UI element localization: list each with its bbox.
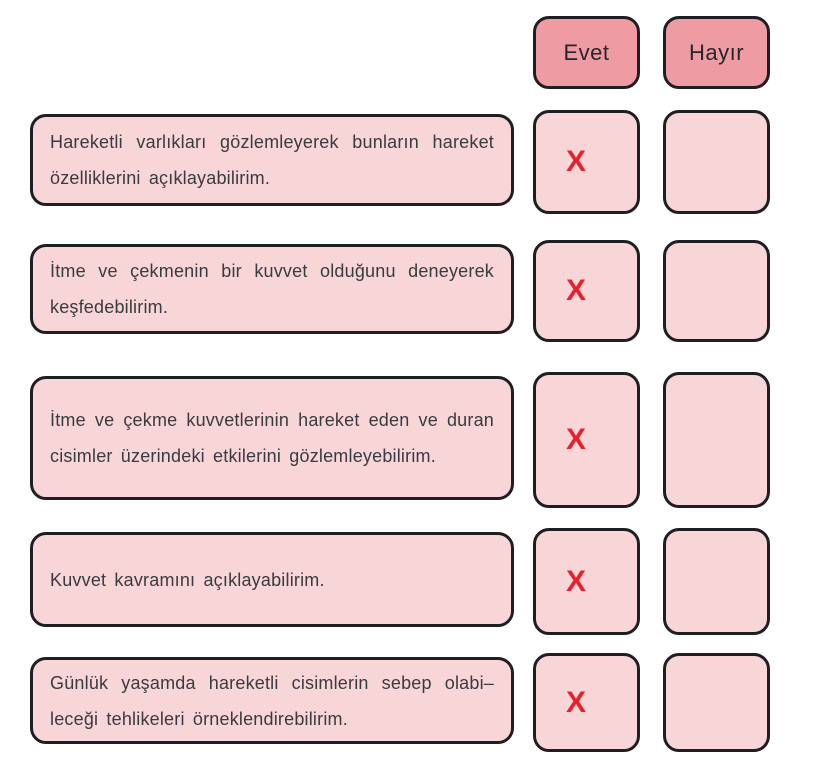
statement-text-line2: özelliklerini açıklayabilirim.: [50, 168, 271, 188]
statement-card: [30, 376, 514, 500]
statement-text-line2: leceği tehlikeleri örneklendirebilirim.: [50, 708, 348, 729]
statement-text-line1: Günlük yaşamda hareketli cisimlerin sebep olabi–: [50, 672, 494, 693]
evet-answer-box[interactable]: [533, 528, 640, 635]
statement-text-line1: Hareketli varlıkları gözlemleyerek bunların hareket: [50, 132, 494, 152]
hayir-answer-box[interactable]: [663, 653, 770, 752]
statement-card: [30, 532, 514, 627]
statement-text-line1: Kuvvet kavramını açıklayabilirim.: [50, 569, 325, 590]
evet-column-header: [533, 16, 640, 89]
hayir-answer-box[interactable]: [663, 110, 770, 214]
statement-card: [30, 114, 514, 206]
evet-answer-box[interactable]: [533, 653, 640, 752]
x-mark: X: [566, 145, 587, 178]
assessment-row: [0, 110, 824, 214]
x-mark: X: [566, 423, 587, 456]
evet-answer-box[interactable]: [533, 110, 640, 214]
hayir-answer-box[interactable]: [663, 372, 770, 508]
evet-header-label: Evet: [563, 39, 610, 65]
x-mark: X: [566, 564, 587, 598]
statement-text-line1: İtme ve çekme kuvvetlerinin hareket eden ve duran: [50, 410, 494, 430]
assessment-row: [0, 372, 824, 508]
x-mark: X: [566, 685, 587, 719]
hayir-answer-box[interactable]: [663, 528, 770, 635]
evet-answer-box[interactable]: [533, 372, 640, 508]
statement-text-line1: İtme ve çekmenin bir kuvvet olduğunu deneyerek: [50, 261, 494, 281]
assessment-row: [0, 528, 824, 635]
statement-text-line2: cisimler üzerindeki etkilerini gözlemleyebilirim.: [50, 446, 436, 466]
hayir-answer-box[interactable]: [663, 240, 770, 342]
statement-text-line2: keşfedebilirim.: [50, 297, 169, 317]
evet-answer-box[interactable]: [533, 240, 640, 342]
hayir-column-header: [663, 16, 770, 89]
x-mark: X: [566, 274, 587, 307]
assessment-row: [0, 240, 824, 342]
assessment-row: [0, 653, 824, 752]
hayir-header-label: Hayır: [688, 39, 745, 65]
statement-card: [30, 244, 514, 334]
statement-card: [30, 657, 514, 744]
